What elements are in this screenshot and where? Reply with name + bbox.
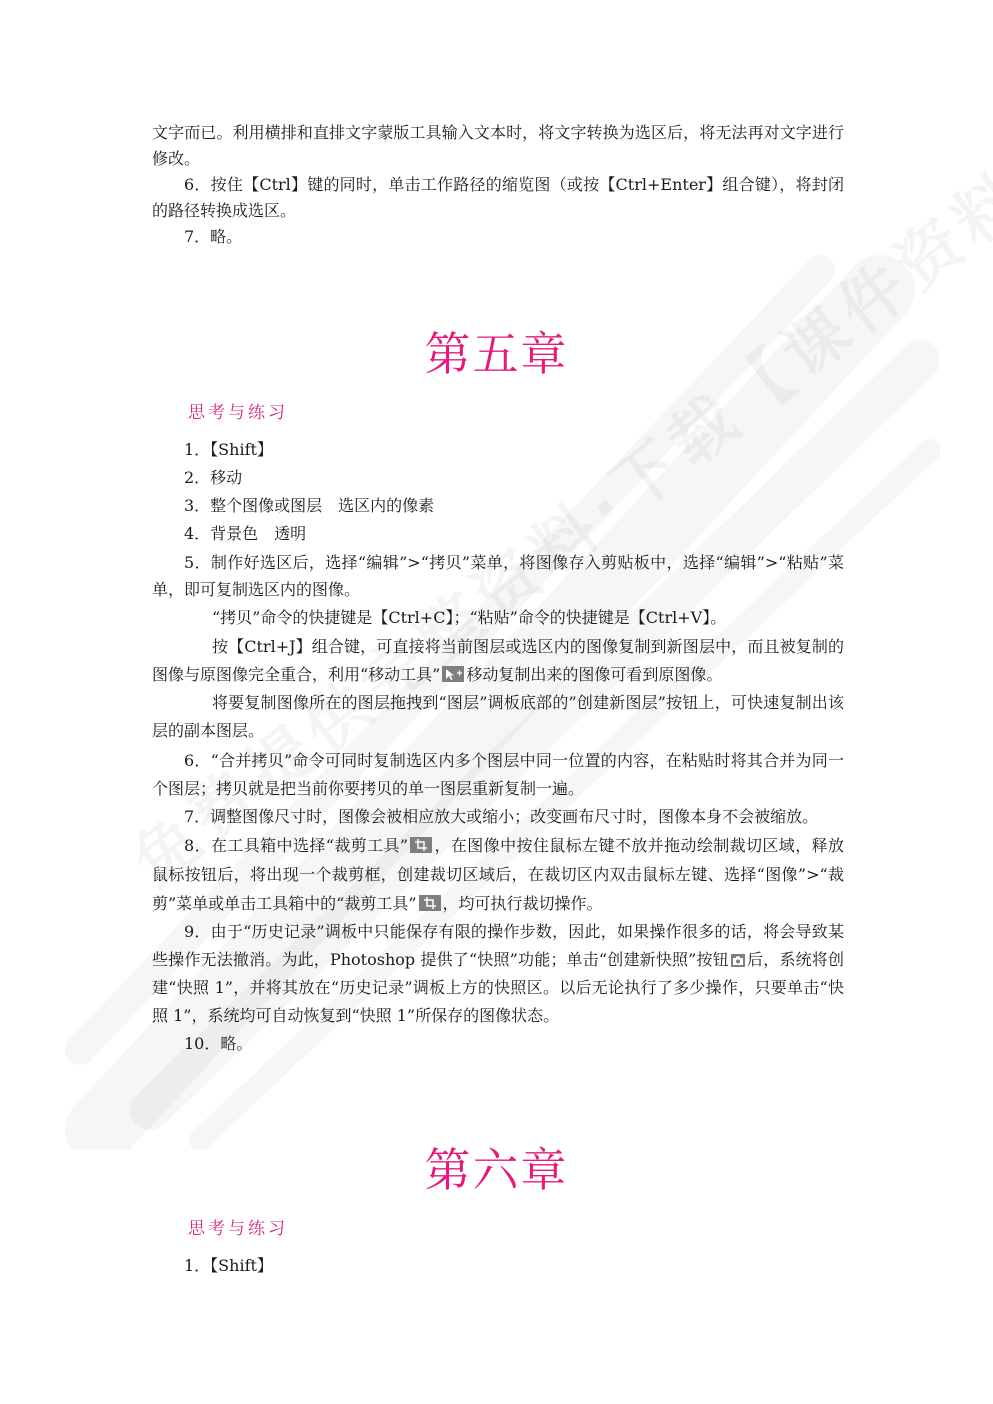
answer-8-text-b: ，在图像中按住鼠标左键不放并拖动绘制裁切区域，释放鼠标按钮后，将出现一个裁剪框，创建裁切区域后，在裁切区内双击鼠标左键、选择“图像”>“裁剪”菜单或单击工具箱中的“裁剪工具” bbox=[152, 836, 844, 913]
chapter-5-section-heading: 思考与练习 bbox=[188, 403, 288, 423]
answer-5-ctrl-j-text-b: 移动复制出来的图像可看到原图像。 bbox=[466, 665, 723, 684]
answer-5-drag-layer: 将要复制图像所在的图层拖拽到“图层”调板底部的”创建新图层”按钮上，可快速复制出该层的副本图层。 bbox=[152, 693, 844, 740]
chapter-5-answers bbox=[152, 437, 844, 1058]
paragraph-top-1: 文字而已。利用横排和直排文字蒙版工具输入文本时，将文字转换为选区后，将无法再对文字进行修改。 bbox=[152, 123, 844, 168]
paragraph-top-7: 7．略。 bbox=[184, 227, 243, 246]
chapter-5-title: 第五章 bbox=[424, 327, 569, 381]
answer-8 bbox=[152, 831, 844, 918]
chapter-6-title: 第六章 bbox=[424, 1143, 569, 1197]
answer-5-ctrl-j bbox=[152, 633, 844, 689]
top-section bbox=[152, 120, 844, 250]
answer-8-text-a: 8．在工具箱中选择“裁剪工具” bbox=[184, 836, 409, 855]
paragraph-top-6: 6．按住【Ctrl】键的同时，单击工作路径的缩览图（或按【Ctrl+Enter】组合键），将封闭的路径转换成选区。 bbox=[152, 175, 844, 220]
answer-9-text-a: 9．由于“历史记录”调板中只能保存有限的操作步数，因此，如果操作很多的话，将会导致某些操作无法撤消。为此，Photoshop 提供了“快照”功能；单击“创建新快照”按钮 bbox=[152, 922, 844, 969]
answer-7: 7．调整图像尺寸时，图像会被相应放大或缩小；改变画布尺寸时，图像本身不会被缩放。 bbox=[184, 807, 819, 826]
answer-5-shortcuts: “拷贝”命令的快捷键是【Ctrl+C】；“粘贴”命令的快捷键是【Ctrl+V】。 bbox=[212, 608, 727, 627]
answer-9 bbox=[152, 918, 844, 1030]
answer-9-text-b: 后，系统将创建“快照 1”，并将其放在“历史记录”调板上方的快照区。以后无论执行了多少操作，只要单击“快照 1”，系统均可自动恢复到“快照 1”所保存的图像状态。 bbox=[152, 950, 844, 1025]
crop-tool-icon-2 bbox=[419, 895, 441, 911]
answer-5: 5．制作好选区后，选择“编辑”>“拷贝”菜单，将图像存入剪贴板中，选择“编辑”>“粘贴”菜单，即可复制选区内的图像。 bbox=[152, 553, 844, 599]
answer-6: 6．“合并拷贝”命令可同时复制选区内多个图层中同一位置的内容，在粘贴时将其合并为同一个图层；拷贝就是把当前你要拷贝的单一图层重新复制一遍。 bbox=[152, 751, 844, 798]
crop-tool-icon bbox=[410, 837, 432, 853]
move-tool-icon bbox=[442, 666, 464, 682]
chapter-6-answers bbox=[152, 1253, 844, 1279]
chapter-6-section-heading: 思考与练习 bbox=[188, 1219, 288, 1239]
camera-snapshot-icon bbox=[731, 954, 745, 967]
chapter-6-answer-1: 1．【Shift】 bbox=[184, 1256, 273, 1275]
answer-4: 4．背景色 透明 bbox=[184, 524, 307, 543]
answer-8-text-c: ，均可执行裁切操作。 bbox=[442, 894, 603, 913]
answer-5-ctrl-j-text-a: 按【Ctrl+J】组合键，可直接将当前图层或选区内的图像复制到新图层中，而且被复制的图像与原图像完全重合，利用“移动工具” bbox=[152, 637, 844, 684]
answer-2: 2．移动 bbox=[184, 468, 243, 487]
answer-3: 3．整个图像或图层 选区内的像素 bbox=[184, 496, 435, 515]
answer-1: 1．【Shift】 bbox=[184, 440, 273, 459]
answer-10: 10．略。 bbox=[184, 1034, 253, 1053]
